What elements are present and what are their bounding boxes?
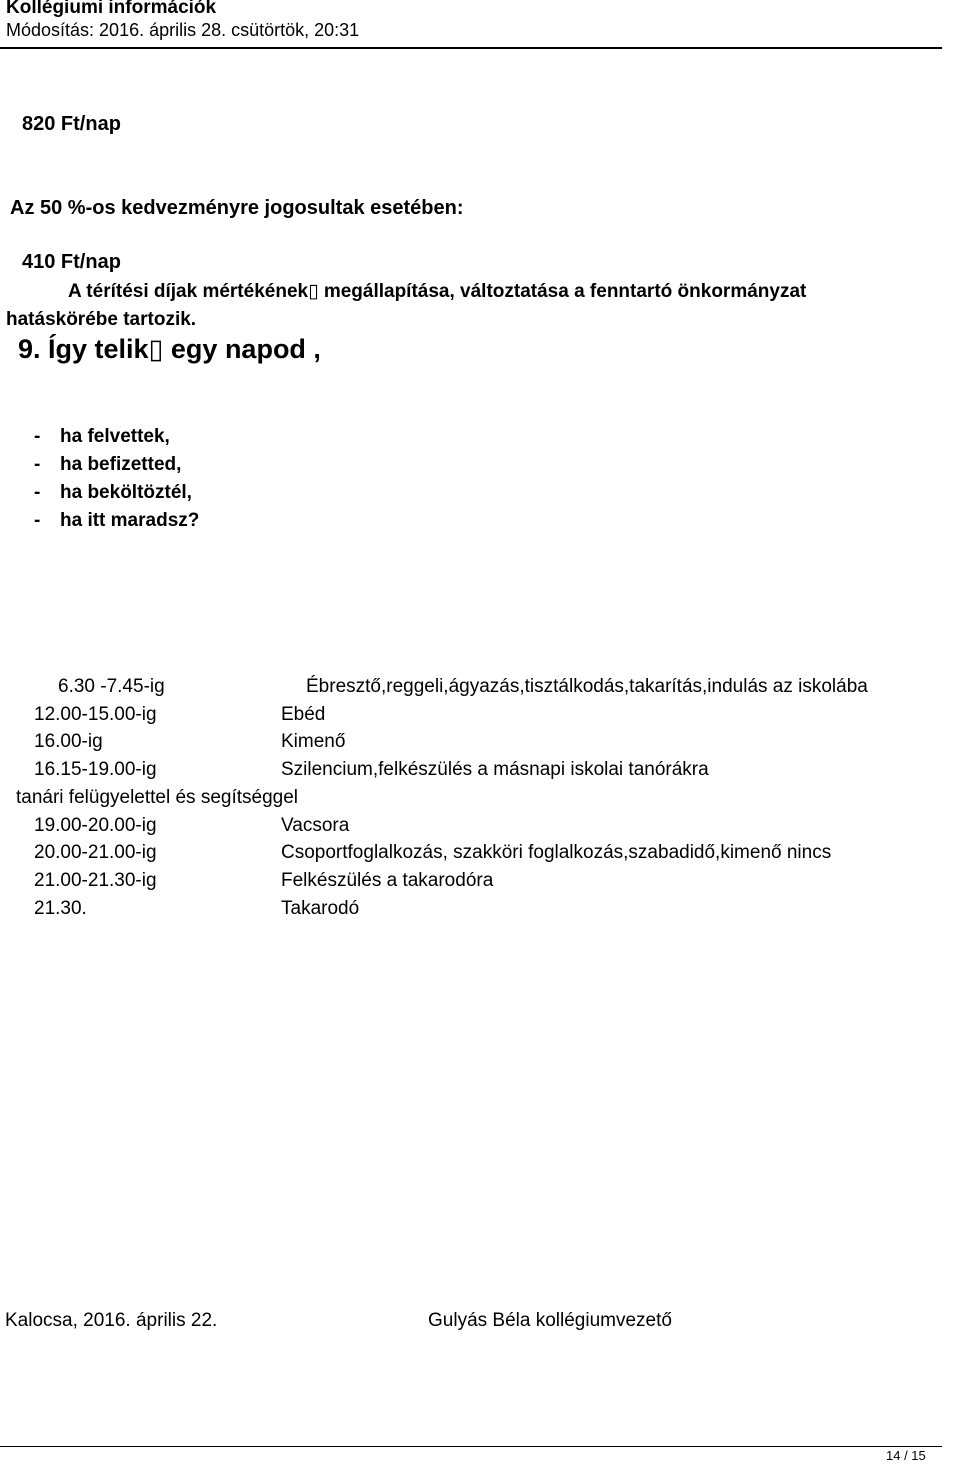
schedule-activity: Vacsora <box>281 815 350 836</box>
schedule-time: 19.00-20.00-ig <box>34 815 157 836</box>
price-discount: 410 Ft/nap <box>22 251 121 273</box>
footer-divider <box>0 1446 942 1447</box>
fee-note-line1: A térítési díjak mértékének▯ megállapítása, változtatása a fenntartó önkormányzat <box>68 281 807 302</box>
page-number: 14 / 15 <box>886 1448 926 1463</box>
list-item: - ha felvettek, <box>34 426 170 447</box>
schedule-activity-continuation: tanári felügyelettel és segítséggel <box>16 787 299 808</box>
fee-note-line2: hatáskörébe tartozik. <box>6 309 197 330</box>
schedule-activity: Szilencium,felkészülés a másnapi iskolai tanórákra <box>281 759 709 780</box>
schedule-time: 21.00-21.30-ig <box>34 870 157 891</box>
modified-date: Módosítás: 2016. április 28. csütörtök, 20:31 <box>6 20 360 40</box>
schedule-time: 12.00-15.00-ig <box>34 704 157 725</box>
section-heading: 9. Így telik▯ egy napod , <box>18 334 321 364</box>
schedule-activity: Ebéd <box>281 704 326 725</box>
discount-heading: Az 50 %-os kedvezményre jogosultak esetében: <box>10 197 464 219</box>
schedule-time: 20.00-21.00-ig <box>34 842 157 863</box>
schedule-time: 21.30. <box>34 898 87 919</box>
schedule-time: 16.00-ig <box>34 731 103 752</box>
price-full: 820 Ft/nap <box>22 113 121 135</box>
schedule-time: 6.30 -7.45-ig <box>58 676 165 697</box>
schedule-activity: Csoportfoglalkozás, szakköri foglalkozás,szabadidő,kimenő nincs <box>281 842 832 863</box>
schedule-activity: Ébresztő,reggeli,ágyazás,tisztálkodás,takarítás,indulás az iskolába <box>306 676 868 697</box>
header-divider <box>0 47 942 49</box>
list-item: - ha befizetted, <box>34 454 182 475</box>
list-item: - ha beköltöztél, <box>34 482 192 503</box>
schedule-time: 16.15-19.00-ig <box>34 759 157 780</box>
schedule-activity: Felkészülés a takarodóra <box>281 870 494 891</box>
place-date: Kalocsa, 2016. április 22. <box>5 1310 218 1331</box>
schedule-activity: Takarodó <box>281 898 360 919</box>
list-item: - ha itt maradsz? <box>34 510 200 531</box>
schedule-activity: Kimenő <box>281 731 346 752</box>
signature: Gulyás Béla kollégiumvezető <box>428 1310 672 1331</box>
document-title: Kollégiumi információk <box>6 0 217 18</box>
